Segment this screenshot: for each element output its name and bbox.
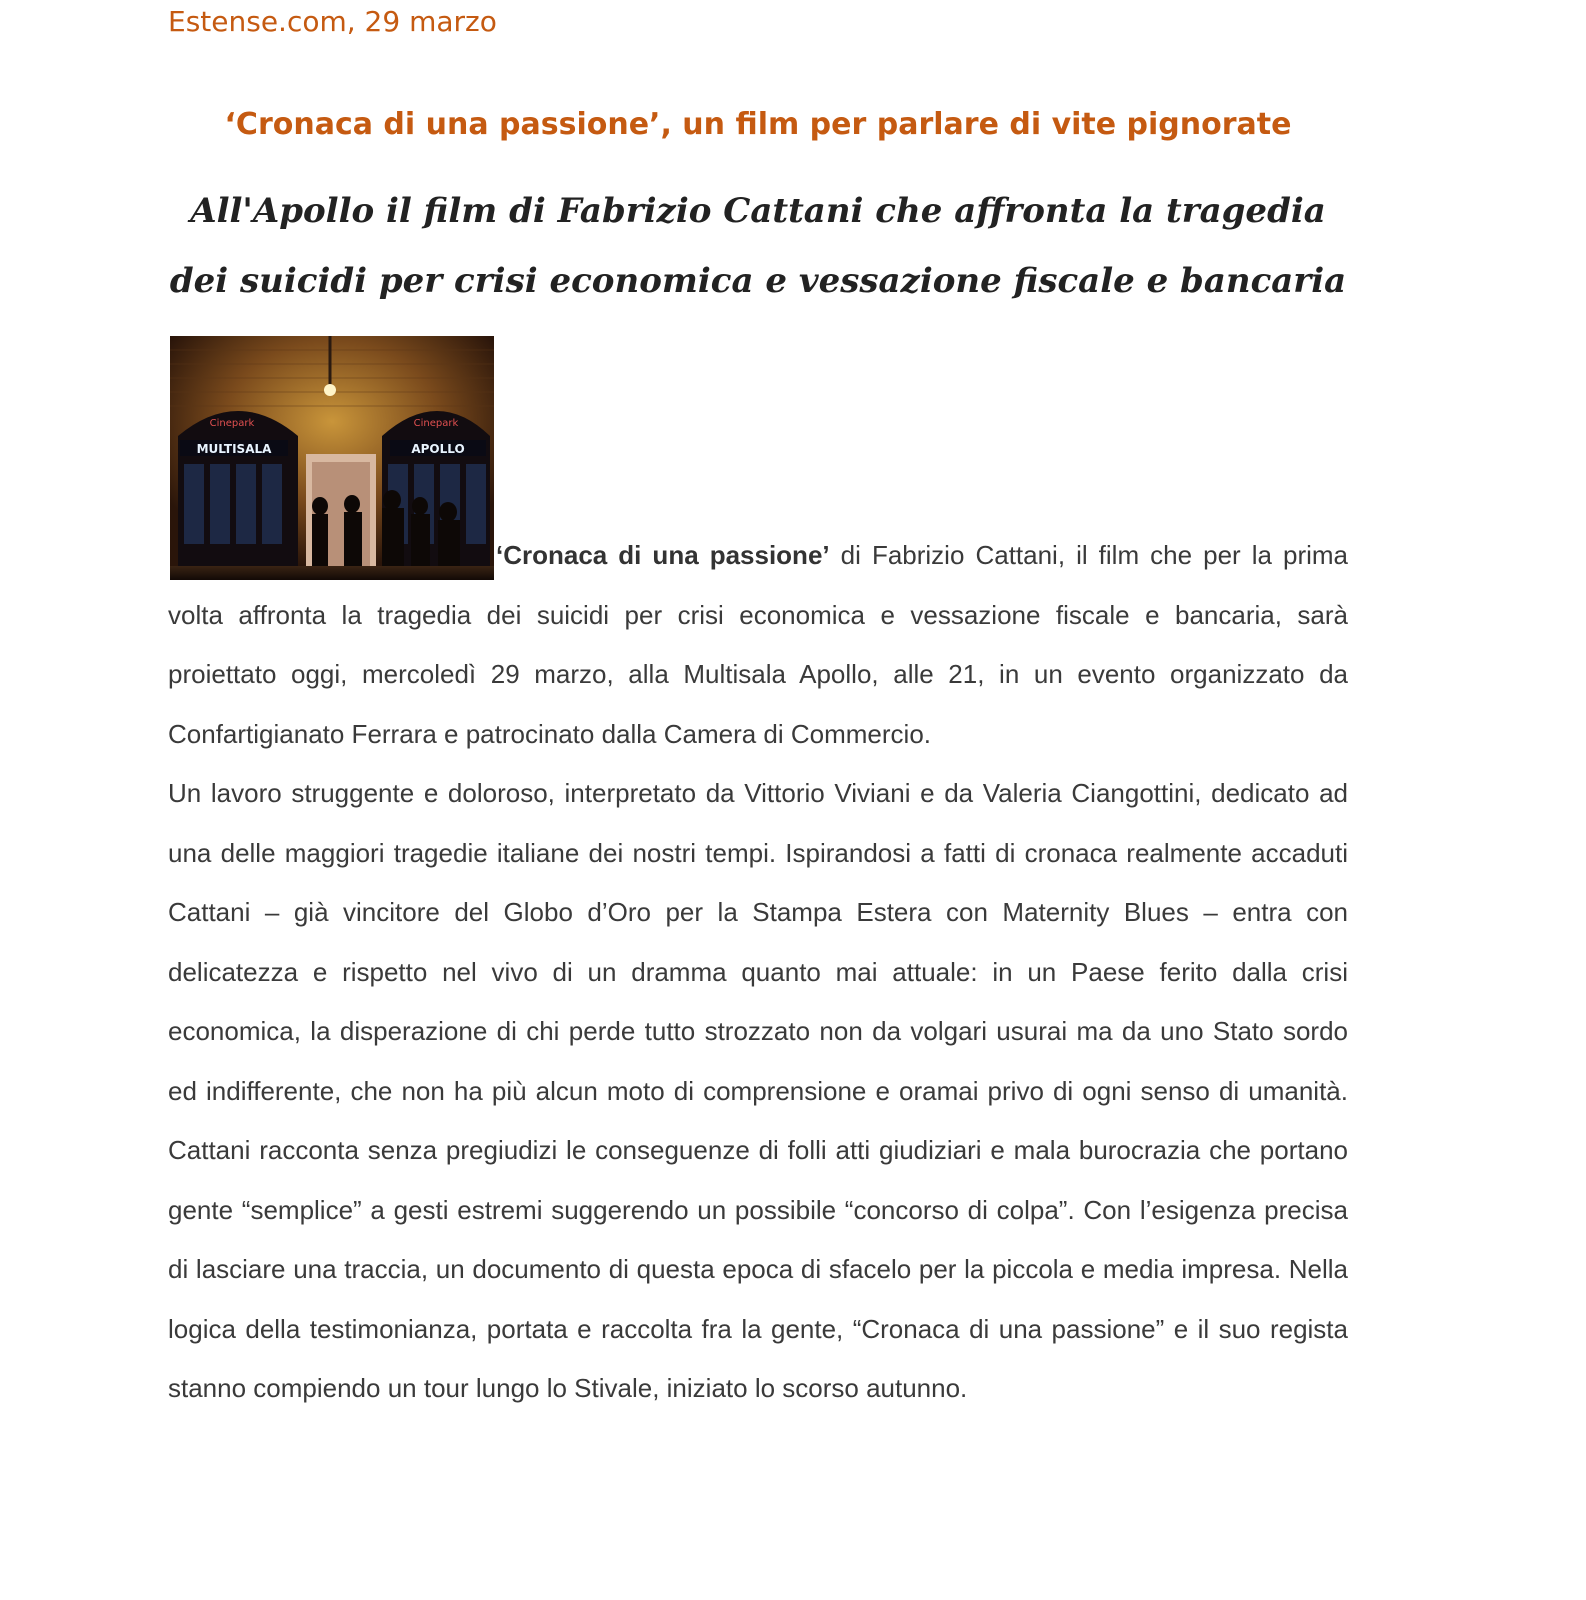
- sign-multisala: MULTISALA: [196, 442, 272, 456]
- logo-left: Cinepark: [209, 418, 255, 429]
- subheadline: All'Apollo il film di Fabrizio Cattani che affronta la tragedia dei suicidi per crisi economica e vessazione fiscale e bancaria: [169, 191, 1347, 301]
- sign-apollo: APOLLO: [411, 442, 465, 456]
- lead-title: ‘Cronaca di una passione’: [496, 540, 830, 570]
- headline: ‘Cronaca di una passione’, un film per parlare di vite pignorate: [224, 107, 1292, 142]
- article-body: [168, 336, 1348, 1419]
- cinema-photo: [170, 336, 494, 580]
- paragraph-1-text: di Fabrizio Cattani, il film che per la prima volta affronta la tragedia dei suicidi per crisi economica e vessazione fiscale e bancaria, sarà proiettato oggi, mercoledì 29 marzo, alla Multisala Apollo, alle 21, in un evento organizzato da Confartigianato Ferrara e patrocinato dalla Camera di Commercio.: [168, 540, 1349, 749]
- logo-right: Cinepark: [413, 418, 459, 429]
- source-line: Estense.com, 29 marzo: [168, 5, 497, 38]
- paragraph-2: Un lavoro struggente e doloroso, interpretato da Vittorio Viviani e da Valeria Ciangottini, dedicato ad una delle maggiori tragedie italiane dei nostri tempi. Ispirandosi a fatti di cronaca realmente accaduti Cattani – già vincitore del Globo d’Oro per la Stampa Estera con Maternity Blues – entra con delicatezza e rispetto nel vivo di un dramma quanto mai attuale: in un Paese ferito dalla crisi economica, la disperazione di chi perde tutto strozzato non da volgari usurai ma da uno Stato sordo ed indifferente, che non ha più alcun moto di comprensione e oramai privo di ogni senso di umanità. Cattani racconta senza pregiudizi le conseguenze di folli atti giudiziari e mala burocrazia che portano gente “semplice” a gesti estremi suggerendo un possibile “concorso di colpa”. Con l’esigenza precisa di lasciare una traccia, un documento di questa epoca di sfacelo per la piccola e media impresa. Nella logica della testimonianza, portata e raccolta fra la gente, “Cronaca di una passione” e il suo regista stanno compiendo un tour lungo lo Stivale, iniziato lo scorso autunno.: [168, 778, 1348, 1403]
